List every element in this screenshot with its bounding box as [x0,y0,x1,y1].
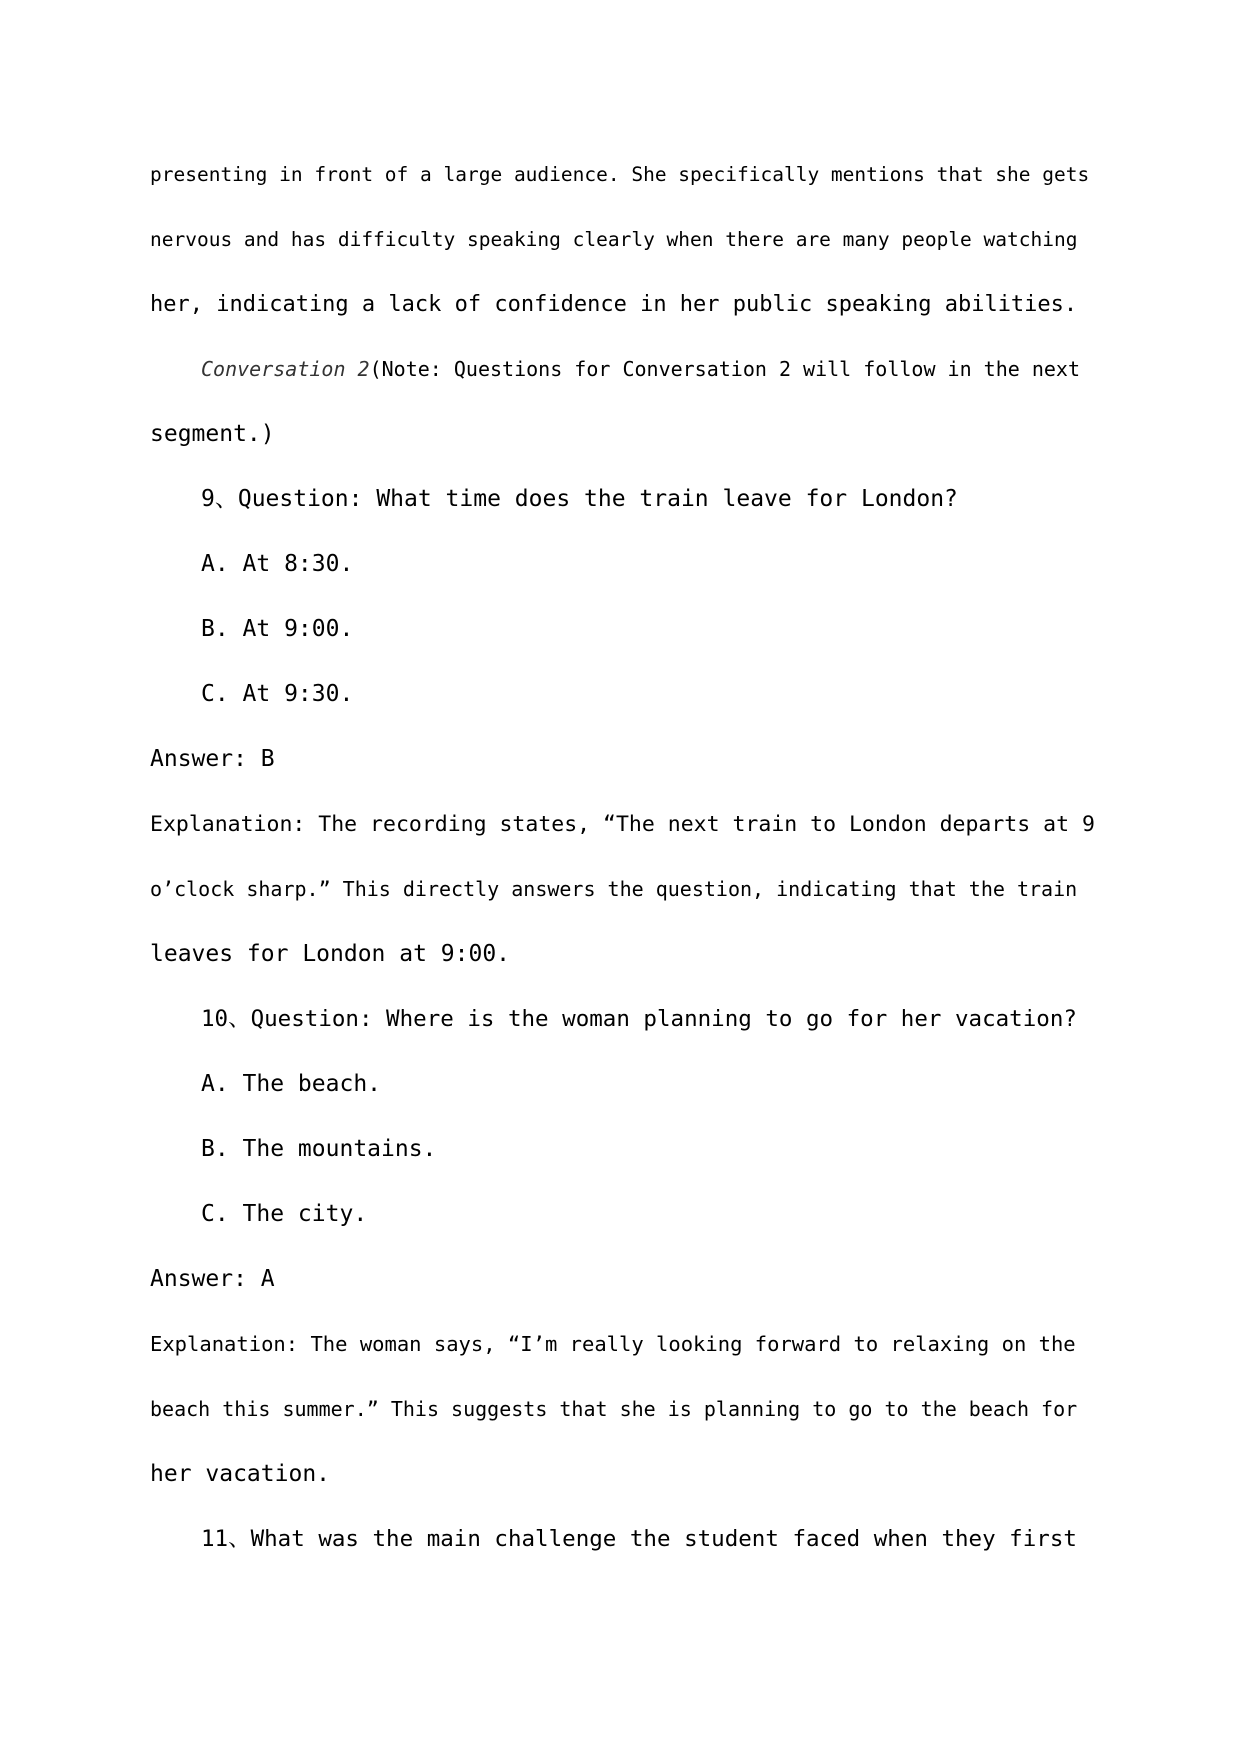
q10-option-b: B. The mountains. [201,1136,437,1162]
document-page [150,142,1095,1572]
question-10: 10、Question: Where is the woman planning to go for her vacation? [201,1006,1077,1032]
conversation-label: Conversation 2 [201,357,370,381]
q10-explanation-line: her vacation. [150,1461,331,1487]
q9-answer: Answer: B [150,746,275,772]
q10-explanation-line: Explanation: The woman says, “I’m really looking forward to relaxing on the [150,1332,1076,1356]
q9-explanation-line: Explanation: The recording states, “The next train to London departs at 9 [150,812,1095,837]
q10-option-c: C. The city. [201,1201,368,1227]
q9-explanation-line: o’clock sharp.” This directly answers the question, indicating that the train [150,877,1078,901]
conversation-note-line: segment.) [150,421,275,447]
q10-option-a: A. The beach. [201,1071,382,1097]
q9-option-c: C. At 9:30. [201,681,354,707]
paragraph-line: nervous and has difficulty speaking clearly when there are many people watching [150,228,1078,251]
question-11: 11、What was the main challenge the student faced when they first [201,1526,1077,1552]
paragraph-line: her, indicating a lack of confidence in her public speaking abilities. [150,292,1078,317]
paragraph-line: presenting in front of a large audience. She specifically mentions that she gets [150,163,1090,186]
question-9: 9、Question: What time does the train leave for London? [201,486,958,512]
q9-option-a: A. At 8:30. [201,551,354,577]
q9-explanation-line: leaves for London at 9:00. [150,941,511,967]
q9-option-b: B. At 9:00. [201,616,354,642]
conversation-note: (Note: Questions for Conversation 2 will follow in the next [369,357,1080,381]
q10-answer: Answer: A [150,1266,275,1292]
conversation-heading-line [150,337,1095,402]
q10-explanation-line: beach this summer.” This suggests that she is planning to go to the beach for [150,1397,1078,1421]
